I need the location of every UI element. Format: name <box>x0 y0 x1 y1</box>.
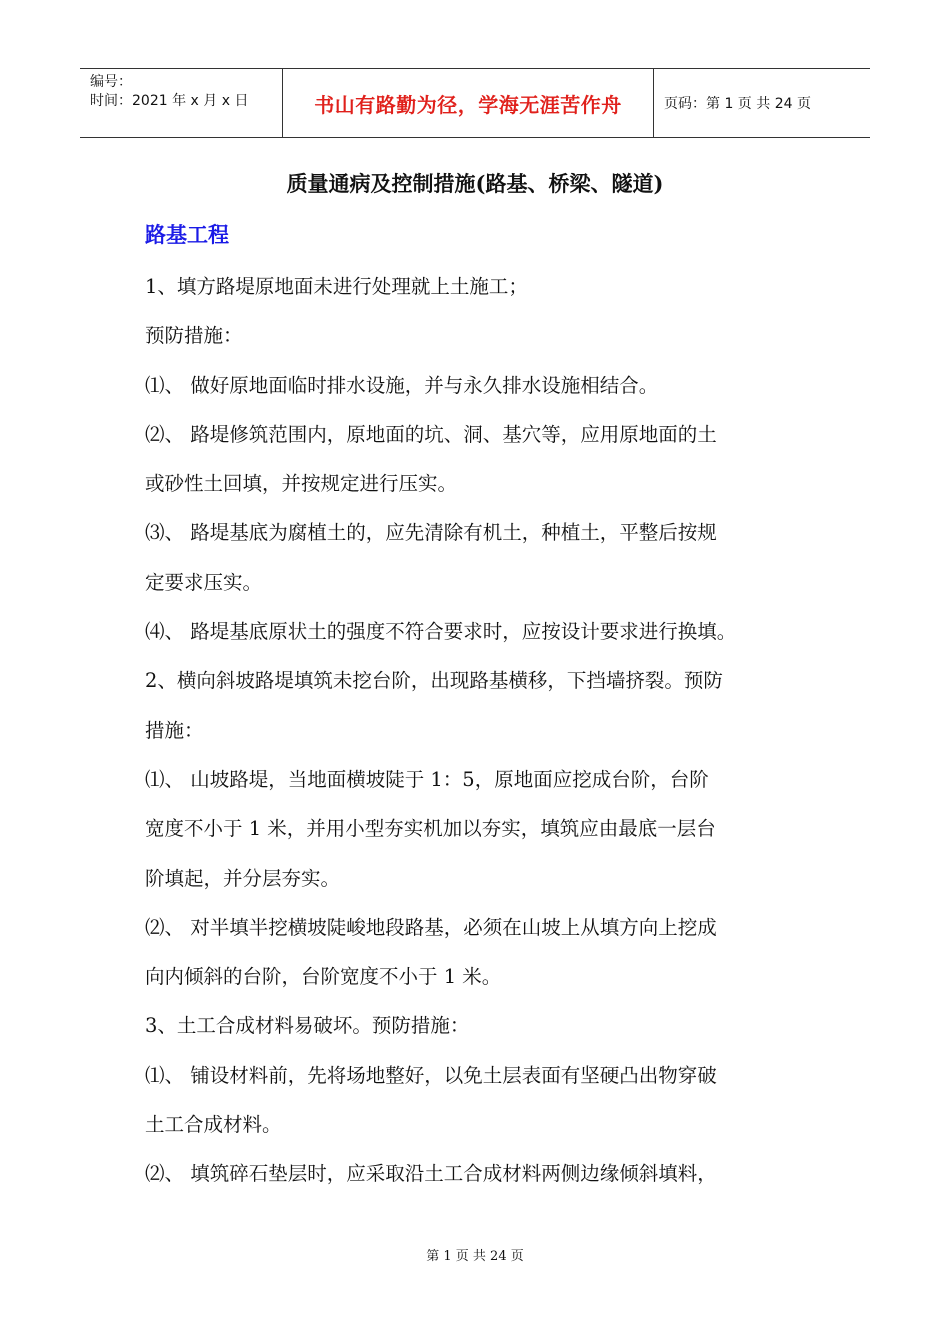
header-meta-cell <box>80 69 282 137</box>
body-line: ⑵、 路堤修筑范围内，原地面的坑、洞、基穴等，应用原地面的土 <box>145 422 717 446</box>
doc-number-label: 编号： <box>90 74 132 90</box>
body-line: 或砂性土回填，并按规定进行压实。 <box>145 472 458 496</box>
body-line: ⑶、 路堤基底为腐植土的，应先清除有机土，种植土，平整后按规 <box>145 521 717 545</box>
body-line: 定要求压实。 <box>145 570 263 594</box>
document-title: 质量通病及控制措施(路基、桥梁、隧道) <box>286 171 664 196</box>
doc-time-label: 时间：2021 年 x 月 x 日 <box>90 93 249 109</box>
body-line: ⑴、 山坡路堤，当地面横坡陡于 1：5，原地面应挖成台阶，台阶 <box>145 767 709 791</box>
page-footer: 第 1 页 共 24 页 <box>426 1249 524 1264</box>
body-line: ⑵、 对半填半挖横坡陡峻地段路基，必须在山坡上从填方向上挖成 <box>145 915 717 939</box>
body-line: 土工合成材料。 <box>145 1113 282 1137</box>
header-page-info: 页码：第 1 页 共 24 页 <box>664 96 811 112</box>
header-motto: 书山有路勤为径，学海无涯苦作舟 <box>314 92 622 117</box>
body-line: ⑵、 填筑碎石垫层时，应采取沿土工合成材料两侧边缘倾斜填料， <box>145 1162 717 1186</box>
body-line: 向内倾斜的台阶，台阶宽度不小于 1 米。 <box>145 965 502 989</box>
header-page-cell <box>654 69 870 137</box>
body-line: 阶填起，并分层夯实。 <box>145 866 341 890</box>
body-line: ⑴、 做好原地面临时排水设施，并与永久排水设施相结合。 <box>145 373 659 397</box>
body-line: 预防措施： <box>145 324 243 348</box>
body-line: ⑴、 铺设材料前，先将场地整好，以免土层表面有坚硬凸出物穿破 <box>145 1063 717 1087</box>
body-line: 3、土工合成材料易破坏。预防措施： <box>145 1014 470 1038</box>
section-heading: 路基工程 <box>145 222 229 247</box>
body-line: ⑷、 路堤基底原状土的强度不符合要求时，应按设计要求进行换填。 <box>145 620 737 644</box>
header-table <box>80 68 870 138</box>
body-line: 措施： <box>145 718 204 742</box>
body-line: 2、横向斜坡路堤填筑未挖台阶，出现路基横移，下挡墙挤裂。预防 <box>145 669 723 693</box>
header-motto-cell <box>282 69 654 137</box>
document-body <box>145 262 825 1199</box>
body-line: 1、填方路堤原地面未进行处理就上土施工； <box>145 275 528 298</box>
body-line: 宽度不小于 1 米，并用小型夯实机加以夯实，填筑应由最底一层台 <box>145 817 716 841</box>
